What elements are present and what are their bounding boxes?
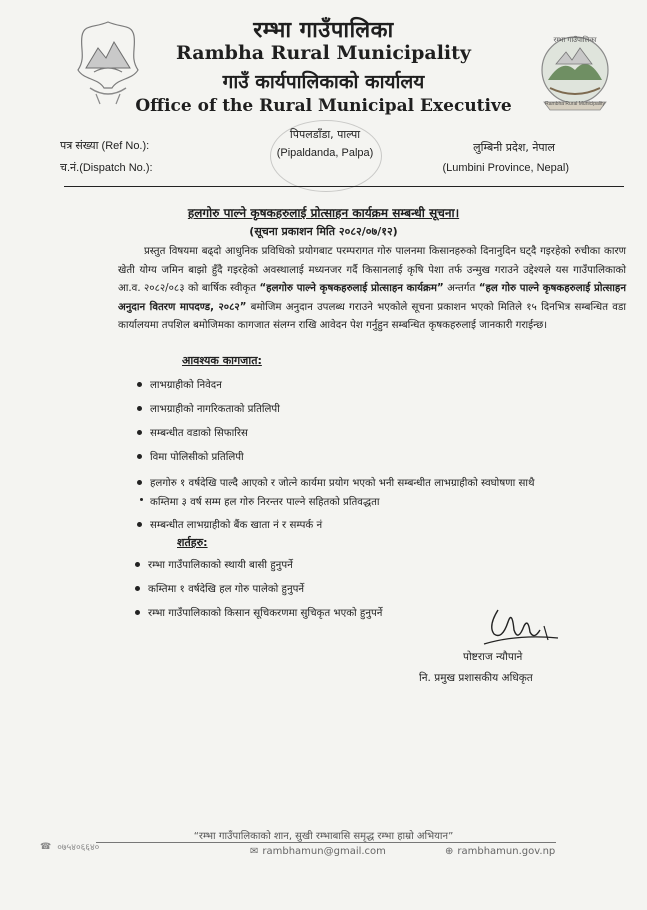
email-icon: ✉ (250, 846, 259, 857)
list-item: सम्बन्धीत लाभग्राहीको बैंक खाता नं र सम्पर्क नं (150, 517, 322, 531)
ref-no-label: पत्र संख्या (Ref No.): (60, 140, 150, 152)
address-nepali: पिपलडाँडा, पाल्पा (289, 128, 361, 141)
municipality-name-nepali: रम्भा गाउँपालिका (253, 18, 394, 43)
municipality-logo-text-top: रम्भा गाउँपालिका (553, 36, 597, 44)
list-item: रम्भा गाउँपालिकाको किसान सूचिकरणमा सुचिकृत भएको हुनुपर्ने (148, 605, 382, 619)
phone-icon: ☎ (40, 841, 52, 852)
address-english: (Pipaldanda, Palpa) (276, 147, 374, 159)
list-item: लाभग्राहीको निवेदन (150, 377, 222, 391)
footer-phone (40, 840, 99, 853)
website-link[interactable]: rambhamun.gov.np (457, 846, 556, 857)
publish-date: (सूचना प्रकाशन मिति २०८२/०७/१२) (249, 225, 398, 238)
phone-number: ०७५४०६६४० (57, 843, 100, 853)
list-item: लाभग्राहीको नागरिकताको प्रतिलिपी (150, 401, 280, 415)
body-text-1: प्रस्तुत विषयमा बढ्दो आधुनिक प्रविधिको प्रयोगबाट परम्परागत गोरु पालनमा किसानहरुको दिनानुदिन घट्दै गइरहेको रुचीका कारण खेती योग्य जमिन बाझो हुँदै गइरहेको अवस्थालाई मध्यनजर गर्दै किसानलाई कृषि पेशा तर्फ उन्मुख गराउने उद्देश्यले यस गाउँपालिकाको आ.व. २०८२/०८३ को बार्षिक स्वीकृत (118, 246, 626, 294)
body-text-2: अन्तर्गत (443, 283, 479, 294)
email-address[interactable]: rambhamun@gmail.com (262, 846, 386, 857)
globe-icon: ⊕ (445, 846, 454, 857)
footer-divider (96, 842, 556, 843)
list-item: रम्भा गाउँपालिकाको स्थायी बासी हुनुपर्ने (148, 557, 293, 571)
footer-email (250, 846, 386, 857)
notice-body (118, 243, 626, 336)
list-item: हलगोरु १ वर्षदेखि पाल्दै आएको र जोत्ने कार्यमा प्रयोग भएको भनी सम्बन्धीत लाभग्राहीको स्वघोषणा साथै (150, 475, 620, 489)
signatory-designation: नि. प्रमुख प्रशासकीय अधिकृत (419, 672, 533, 684)
program-name: “हलगोरु पाल्ने कृषकहरुलाई प्रोत्साहन कार्यक्रम” (259, 283, 444, 294)
conditions-heading: शर्तहरु: (177, 536, 208, 549)
office-name-nepali: गाउँ कार्यपालिकाको कार्यालय (222, 71, 425, 93)
footer-slogan: “रम्भा गाउँपालिकाको शान, सुखी रम्भाबासि समृद्ध रम्भा हाम्रो अभियान” (193, 831, 454, 842)
guideline-name: “हल गोरु पाल्ने कृषकहरुलाई प्रोत्साहन अनुदान वितरण मापदण्ड, २०८२” (118, 283, 626, 313)
list-item: कम्तिमा ३ वर्ष सम्म हल गोरु निरन्तर पाल्ने सहितको प्रतिवद्धता (150, 494, 380, 508)
province-nepali: लुम्बिनी प्रदेश, नेपाल (473, 141, 555, 154)
dispatch-no-label: च.नं.(Dispatch No.): (60, 162, 153, 174)
municipality-name-english: Rambha Rural Municipality (176, 42, 471, 64)
province-english: (Lumbini Province, Nepal) (442, 162, 569, 174)
municipality-logo-text-bottom: Rambha Rural Municipality (545, 101, 605, 107)
list-item: सम्बन्धीत वडाको सिफारिस (150, 425, 248, 439)
header-divider (64, 186, 624, 187)
notice-title: हलगोरु पाल्ने कृषकहरुलाई प्रोत्साहन कार्यक्रम सम्बन्धी सूचना। (187, 206, 460, 220)
signatory-name: पोष्टराज न्यौपाने (463, 651, 523, 663)
list-item: विमा पोलिसीको प्रतिलिपी (150, 449, 244, 463)
footer-website (445, 846, 555, 857)
documents-heading: आवश्यक कागजात: (182, 354, 262, 367)
list-item: कम्तिमा १ वर्षदेखि हल गोरु पालेको हुनुपर्ने (148, 581, 304, 595)
office-name-english: Office of the Rural Municipal Executive (135, 96, 512, 116)
body-text-3: बमोजिम अनुदान उपलब्ध गराउने भएकोले सूचना प्रकाशन भएको मितिले १५ दिनभित्र सम्बन्धित वडा कार्यालयमा तपशिल बमोजिमका कागजात संलग्न राखि आवेदन पेश गर्नुहुन सम्बन्धित कृषकहरुलाई जानकारी गराईन्छ। (118, 301, 626, 331)
